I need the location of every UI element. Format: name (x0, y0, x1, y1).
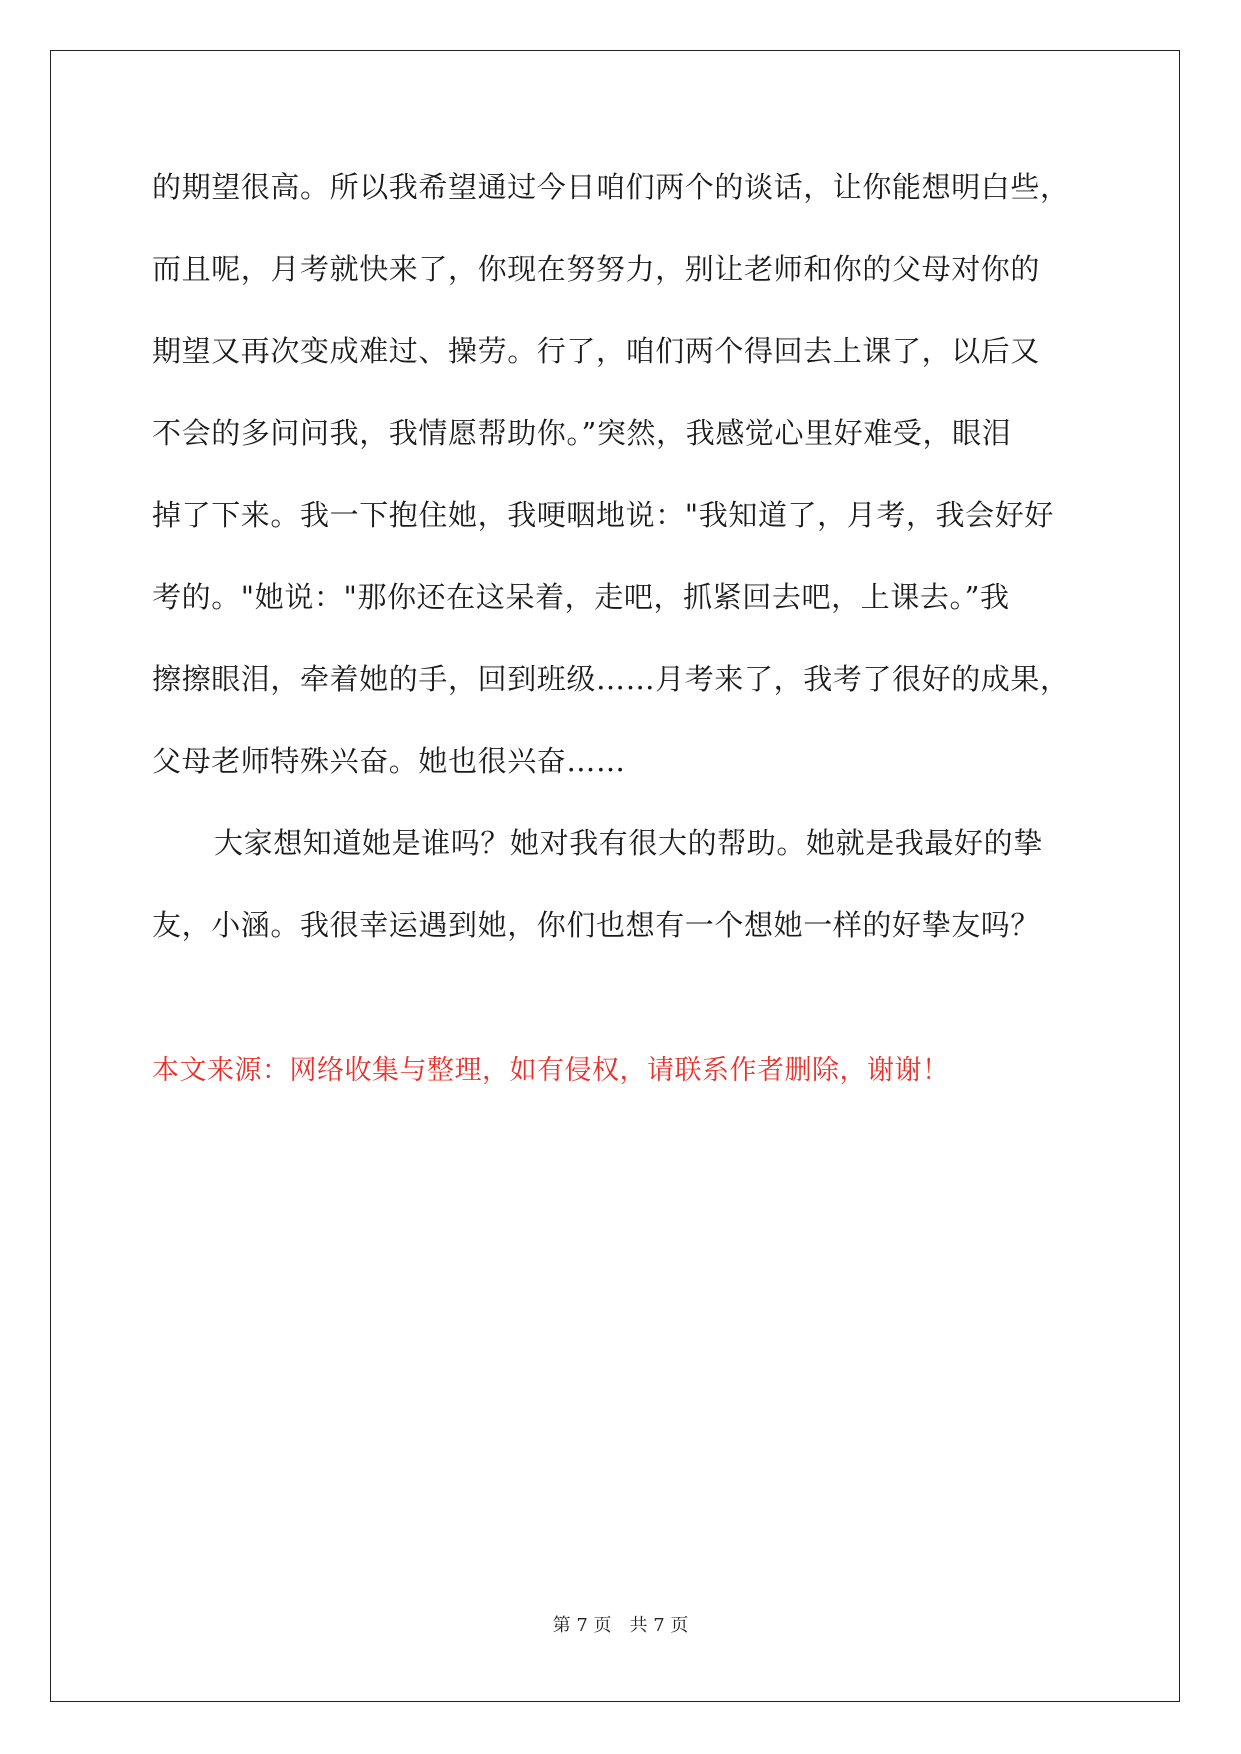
document-body (152, 160, 1088, 980)
page-footer: 第 7 页 共 7 页 (552, 1615, 689, 1636)
paragraph-1-line-1: 的期望很高。所以我希望通过今日咱们两个的谈话，让你能想明白些， (152, 170, 1070, 204)
paragraph-1-line-8: 父母老师特殊兴奋。她也很兴奋…… (152, 744, 626, 778)
paragraph-1-line-6: 考的。"她说："那你还在这呆着，走吧，抓紧回去吧，上课去。”我 (152, 580, 1010, 614)
source-note: 本文来源：网络收集与整理，如有侵权，请联系作者删除，谢谢！ (152, 1055, 950, 1086)
paragraph-1-line-4: 不会的多问问我，我情愿帮助你。”突然，我感觉心里好难受，眼泪 (152, 416, 1012, 450)
paragraph-1-line-3: 期望又再次变成难过、操劳。行了，咱们两个得回去上课了，以后又 (152, 334, 1041, 368)
paragraph-1-line-2: 而且呢，月考就快来了，你现在努努力，别让老师和你的父母对你的 (152, 252, 1041, 286)
paragraph-1-line-7: 擦擦眼泪，牵着她的手，回到班级……月考来了，我考了很好的成果， (152, 662, 1070, 696)
paragraph-2-line-1: 大家想知道她是谁吗？她对我有很大的帮助。她就是我最好的挚 (214, 826, 1043, 860)
paragraph-1-line-5: 掉了下来。我一下抱住她，我哽咽地说："我知道了，月考，我会好好 (152, 498, 1054, 532)
paragraph-2-line-2: 友，小涵。我很幸运遇到她，你们也想有一个想她一样的好挚友吗？ (152, 908, 1041, 942)
